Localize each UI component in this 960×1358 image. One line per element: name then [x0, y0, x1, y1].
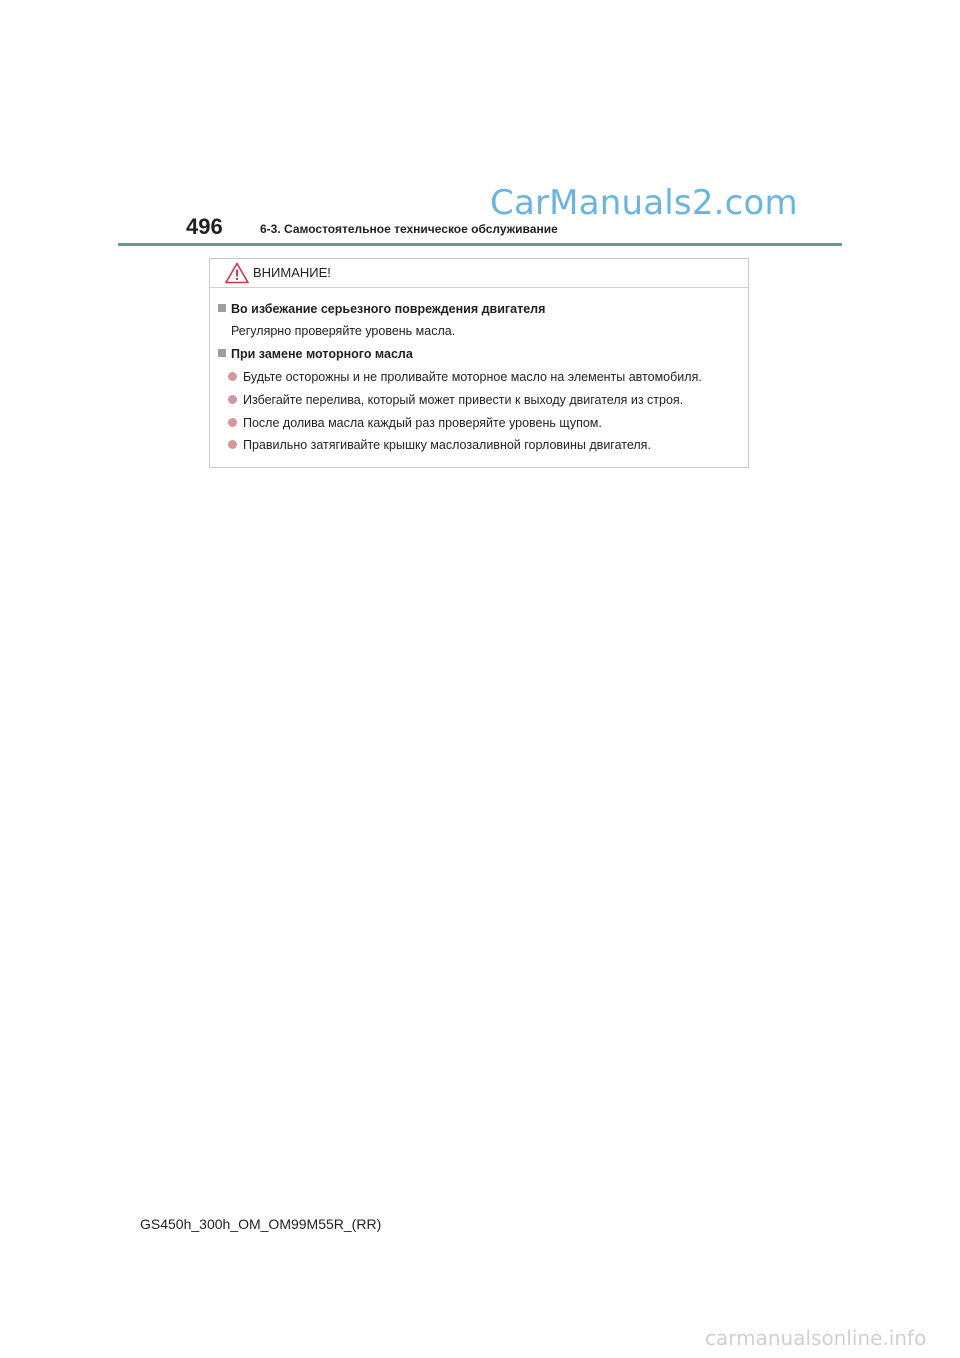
circle-bullet-icon	[228, 372, 237, 381]
heading-text: При замене моторного масла	[231, 347, 413, 361]
list-item-text: После долива масла каждый раз проверяйте уровень щупом.	[243, 416, 602, 430]
list-item	[228, 393, 683, 407]
caution-heading-engine-damage	[218, 302, 545, 316]
caution-heading-oil-change	[218, 347, 413, 361]
circle-bullet-icon	[228, 418, 237, 427]
header-divider	[118, 243, 842, 246]
list-item	[228, 370, 702, 384]
list-item-text: Правильно затягивайте крышку маслозаливной горловины двигателя.	[243, 438, 651, 452]
caution-header	[210, 259, 748, 288]
caution-text-check-oil: Регулярно проверяйте уровень масла.	[231, 324, 456, 338]
section-title: 6-3. Самостоятельное техническое обслуживание	[260, 222, 558, 236]
warning-triangle-icon	[225, 262, 249, 284]
square-bullet-icon	[218, 304, 226, 312]
caution-title: ВНИМАНИЕ!	[253, 265, 331, 280]
page-number: 496	[186, 214, 223, 239]
list-item-text: Будьте осторожны и не проливайте моторное масло на элементы автомобиля.	[243, 370, 702, 384]
list-item-text: Избегайте перелива, который может привести к выходу двигателя из строя.	[243, 393, 684, 407]
circle-bullet-icon	[228, 440, 237, 449]
square-bullet-icon	[218, 349, 226, 357]
circle-bullet-icon	[228, 395, 237, 404]
heading-text: Во избежание серьезного повреждения двигателя	[231, 302, 546, 316]
watermark-carmanualsonline[interactable]: carmanualsonline.info	[705, 1326, 927, 1350]
watermark-carmanuals2: CarManuals2.com	[490, 183, 798, 223]
document-code: GS450h_300h_OM_OM99M55R_(RR)	[140, 1216, 382, 1232]
list-item	[228, 438, 651, 452]
caution-box	[209, 258, 749, 468]
list-item	[228, 416, 602, 430]
